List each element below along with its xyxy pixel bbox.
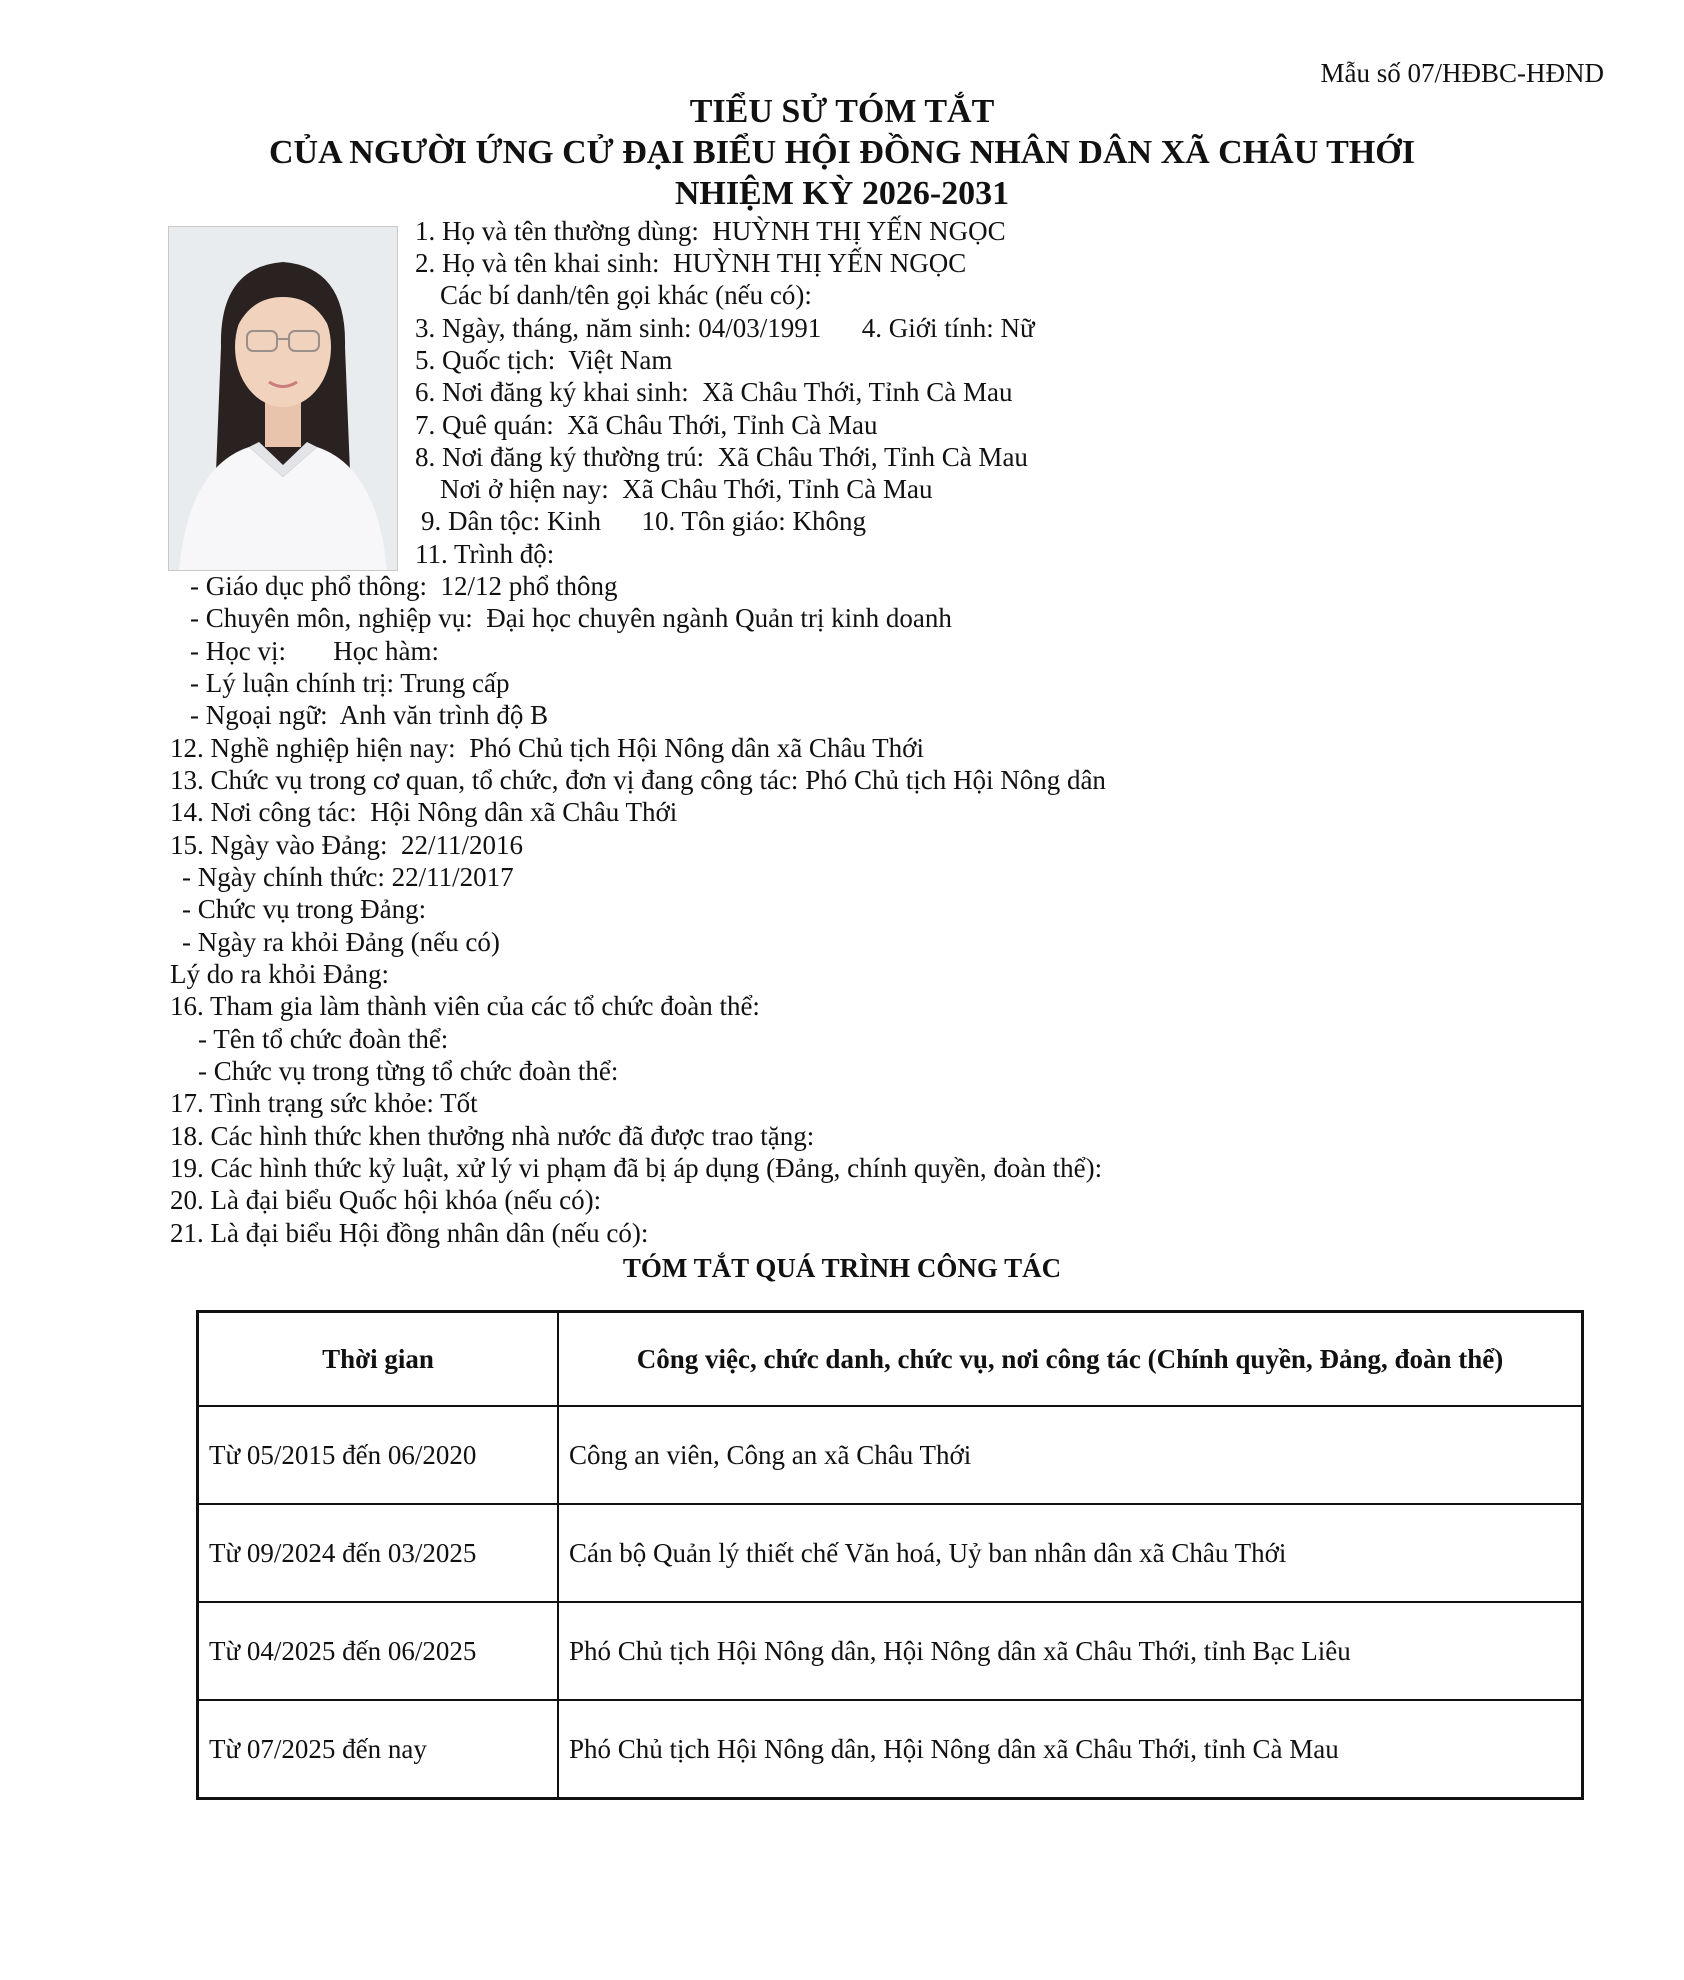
field-health: 17. Tình trạng sức khỏe: Tốt	[170, 1088, 478, 1118]
field-peoples-council: 21. Là đại biểu Hội đồng nhân dân (nếu có):	[170, 1218, 649, 1248]
row-time: Từ 04/2025 đến 06/2025	[198, 1602, 559, 1700]
form-code: Mẫu số 07/HĐBC-HĐND	[1320, 58, 1604, 88]
field-foreign-language: - Ngoại ngữ: Anh văn trình độ B	[190, 700, 549, 730]
table-row	[198, 1406, 1583, 1504]
row-work: Phó Chủ tịch Hội Nông dân, Hội Nông dân xã Châu Thới, tỉnh Bạc Liêu	[558, 1602, 1583, 1700]
table-row	[198, 1504, 1583, 1602]
portrait-icon	[169, 227, 397, 570]
field-awards: 18. Các hình thức khen thưởng nhà nước đã được trao tặng:	[170, 1121, 815, 1151]
work-history-table	[196, 1310, 1584, 1800]
field-common-name: 1. Họ và tên thường dùng: HUỲNH THỊ YẾN NGỌC	[415, 216, 1006, 246]
field-permanent-residence: 8. Nơi đăng ký thường trú: Xã Châu Thới, Tỉnh Cà Mau	[415, 442, 1028, 472]
work-history-title: TÓM TẮT QUÁ TRÌNH CÔNG TÁC	[622, 1253, 1062, 1283]
field-party-official-date: - Ngày chính thức: 22/11/2017	[182, 862, 514, 892]
field-birth-name: 2. Họ và tên khai sinh: HUỲNH THỊ YẾN NGỌC	[415, 248, 967, 278]
document-subtitle: CỦA NGƯỜI ỨNG CỬ ĐẠI BIỂU HỘI ĐỒNG NHÂN DÂN XÃ CHÂU THỚI	[269, 134, 1415, 171]
field-organizations: 16. Tham gia làm thành viên của các tổ chức đoàn thể:	[170, 991, 760, 1021]
field-party-position: - Chức vụ trong Đảng:	[182, 894, 427, 924]
field-general-education: - Giáo dục phổ thông: 12/12 phổ thông	[190, 571, 618, 601]
field-birth-date-gender: 3. Ngày, tháng, năm sinh: 04/03/1991 4. Giới tính: Nữ	[415, 313, 1035, 343]
field-workplace: 14. Nơi công tác: Hội Nông dân xã Châu Thới	[170, 797, 678, 827]
field-degree-title: - Học vị: Học hàm:	[190, 636, 439, 666]
field-political-theory: - Lý luận chính trị: Trung cấp	[190, 668, 510, 698]
field-party-leave-reason: Lý do ra khỏi Đảng:	[170, 959, 389, 989]
row-work: Cán bộ Quản lý thiết chế Văn hoá, Uỷ ban nhân dân xã Châu Thới	[558, 1504, 1583, 1602]
field-party-leave-date: - Ngày ra khỏi Đảng (nếu có)	[182, 927, 500, 957]
row-time: Từ 05/2015 đến 06/2020	[198, 1406, 559, 1504]
table-header-row	[198, 1312, 1583, 1407]
field-hometown: 7. Quê quán: Xã Châu Thới, Tỉnh Cà Mau	[415, 410, 878, 440]
portrait-photo	[168, 226, 398, 571]
table-row	[198, 1602, 1583, 1700]
document-title: TIỂU SỬ TÓM TẮT	[689, 93, 995, 130]
field-nationality: 5. Quốc tịch: Việt Nam	[415, 345, 673, 375]
table-row	[198, 1700, 1583, 1799]
field-current-residence: Nơi ở hiện nay: Xã Châu Thới, Tỉnh Cà Mau	[440, 474, 933, 504]
field-discipline: 19. Các hình thức kỷ luật, xử lý vi phạm đã bị áp dụng (Đảng, chính quyền, đoàn thể):	[170, 1153, 1103, 1183]
row-work: Phó Chủ tịch Hội Nông dân, Hội Nông dân xã Châu Thới, tỉnh Cà Mau	[558, 1700, 1583, 1799]
field-birth-registration: 6. Nơi đăng ký khai sinh: Xã Châu Thới, Tỉnh Cà Mau	[415, 377, 1013, 407]
term-title: NHIỆM KỲ 2026-2031	[674, 175, 1010, 212]
field-organization-position: - Chức vụ trong từng tổ chức đoàn thể:	[198, 1056, 619, 1086]
field-ethnicity-religion: 9. Dân tộc: Kinh 10. Tôn giáo: Không	[421, 506, 866, 536]
field-aliases: Các bí danh/tên gọi khác (nếu có):	[440, 280, 812, 310]
row-time: Từ 09/2024 đến 03/2025	[198, 1504, 559, 1602]
header-time: Thời gian	[198, 1312, 559, 1407]
field-party-join-date: 15. Ngày vào Đảng: 22/11/2016	[170, 830, 523, 860]
field-organization-name: - Tên tổ chức đoàn thể:	[198, 1024, 449, 1054]
field-occupation: 12. Nghề nghiệp hiện nay: Phó Chủ tịch Hội Nông dân xã Châu Thới	[170, 733, 924, 763]
field-specialty: - Chuyên môn, nghiệp vụ: Đại học chuyên ngành Quản trị kinh doanh	[190, 603, 952, 633]
row-time: Từ 07/2025 đến nay	[198, 1700, 559, 1799]
row-work: Công an viên, Công an xã Châu Thới	[558, 1406, 1583, 1504]
field-position: 13. Chức vụ trong cơ quan, tổ chức, đơn vị đang công tác: Phó Chủ tịch Hội Nông dân	[170, 765, 1106, 795]
header-work: Công việc, chức danh, chức vụ, nơi công tác (Chính quyền, Đảng, đoàn thể)	[558, 1312, 1583, 1407]
field-education-heading: 11. Trình độ:	[415, 539, 555, 569]
field-national-assembly: 20. Là đại biểu Quốc hội khóa (nếu có):	[170, 1185, 602, 1215]
